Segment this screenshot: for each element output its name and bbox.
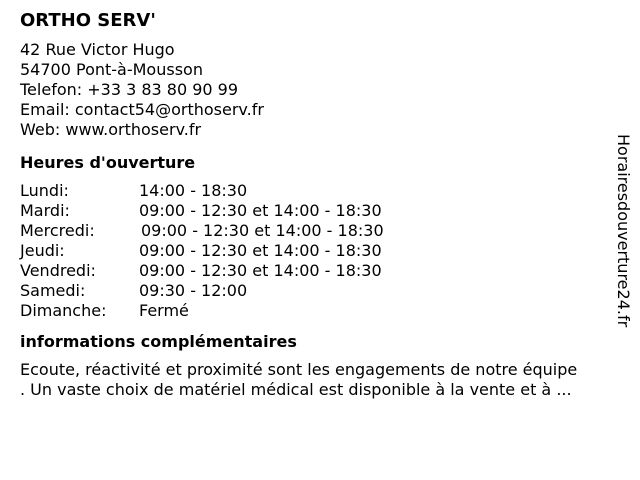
opening-hours-title: Heures d'ouverture bbox=[20, 153, 196, 172]
address-block bbox=[20, 40, 620, 140]
hours-day: Lundi: bbox=[20, 181, 69, 200]
hours-time: Fermé bbox=[139, 301, 189, 320]
hours-row-mercredi bbox=[20, 221, 620, 241]
hours-day: Jeudi: bbox=[20, 241, 65, 260]
business-name: ORTHO SERV' bbox=[20, 10, 156, 31]
hours-row-jeudi bbox=[20, 241, 620, 261]
phone-number: Telefon: +33 3 83 80 90 99 bbox=[20, 80, 239, 99]
info-line: Ecoute, réactivité et proximité sont les engagements de notre équipe bbox=[20, 360, 578, 379]
hours-time: 09:00 - 12:30 et 14:00 - 18:30 bbox=[141, 221, 384, 240]
street-address: 42 Rue Victor Hugo bbox=[20, 40, 175, 59]
hours-row-dimanche bbox=[20, 301, 620, 321]
additional-info-title: informations complémentaires bbox=[20, 332, 297, 351]
hours-time: 09:30 - 12:00 bbox=[139, 281, 248, 300]
email-address: Email: contact54@orthoserv.fr bbox=[20, 100, 264, 119]
opening-hours-table bbox=[20, 181, 620, 321]
hours-day: Samedi: bbox=[20, 281, 86, 300]
hours-time: 09:00 - 12:30 et 14:00 - 18:30 bbox=[139, 261, 382, 280]
hours-day: Mercredi: bbox=[20, 221, 95, 240]
hours-day: Vendredi: bbox=[20, 261, 96, 280]
city-address: 54700 Pont-à-Mousson bbox=[20, 60, 203, 79]
hours-time: 09:00 - 12:30 et 14:00 - 18:30 bbox=[139, 201, 382, 220]
hours-row-lundi bbox=[20, 181, 620, 201]
business-card bbox=[20, 10, 620, 400]
hours-time: 14:00 - 18:30 bbox=[139, 181, 248, 200]
website-address: Web: www.orthoserv.fr bbox=[20, 120, 202, 139]
additional-info-text bbox=[20, 360, 620, 400]
hours-time: 09:00 - 12:30 et 14:00 - 18:30 bbox=[139, 241, 382, 260]
hours-row-samedi bbox=[20, 281, 620, 301]
hours-row-mardi bbox=[20, 201, 620, 221]
site-watermark: Horairesdouverture24.fr bbox=[614, 134, 633, 328]
hours-day: Dimanche: bbox=[20, 301, 107, 320]
info-line: . Un vaste choix de matériel médical est disponible à la vente et à ... bbox=[20, 380, 572, 399]
hours-day: Mardi: bbox=[20, 201, 70, 220]
hours-row-vendredi bbox=[20, 261, 620, 281]
